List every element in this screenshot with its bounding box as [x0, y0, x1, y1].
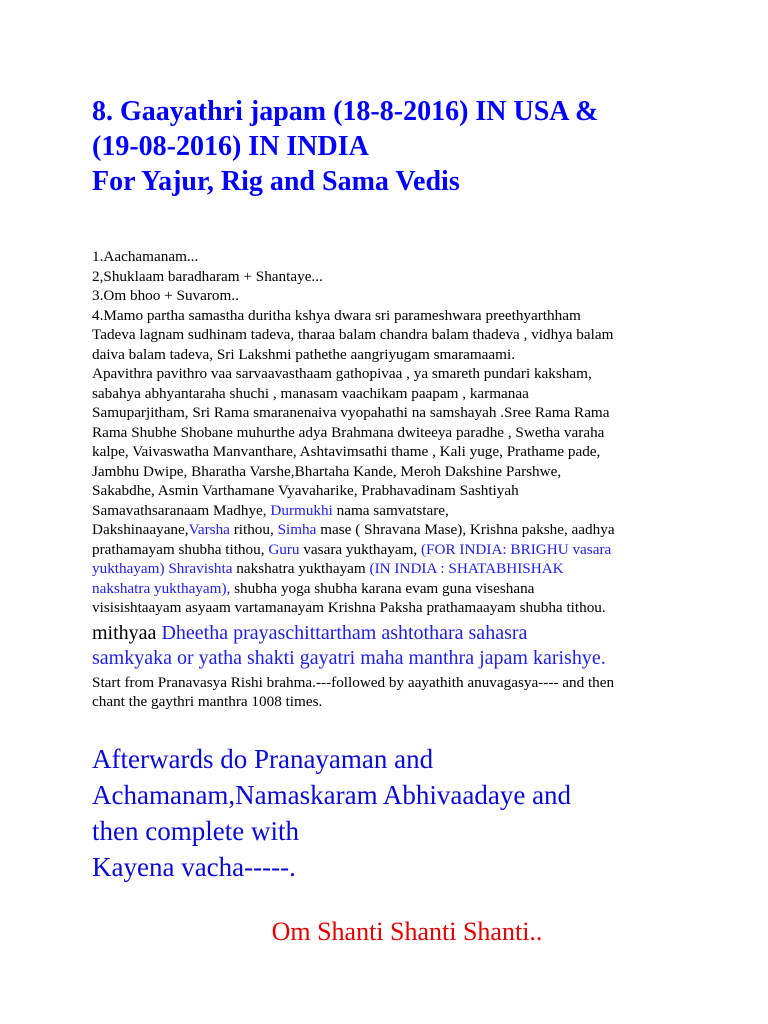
highlight-simha: Simha — [277, 521, 317, 538]
instructions-line-2: chant the gaythri manthra 1008 times. — [92, 693, 323, 710]
highlight-durmukhi: Durmukhi — [270, 501, 333, 519]
title-line-3: For Yajur, Rig and Sama Vedis — [92, 166, 460, 197]
chant-instructions — [92, 673, 728, 712]
page-title — [92, 94, 728, 199]
highlight-nakshatra: nakshatra yukthayam), — [92, 579, 231, 597]
step-3: 3.Om bhoo + Suvarom.. — [92, 287, 239, 304]
text-segment: rithou, — [229, 521, 278, 538]
highlight-guru: Guru — [268, 540, 300, 558]
title-line-1: 8. Gaayathri japam (18-8-2016) IN USA & — [92, 96, 599, 127]
procedure-steps — [92, 247, 692, 618]
highlight-shravishta: yukthayam) Shravishta — [92, 560, 233, 577]
text-segment: shubha yoga shubha karana evam guna viseshana — [230, 579, 535, 597]
sankalpa-text — [92, 621, 728, 671]
text-segment: mithyaa — [92, 621, 162, 644]
sankalpa-line-1 — [92, 621, 728, 646]
text-segment: vasara yukthayam, — [299, 540, 421, 558]
text-segment: prathamayam shubha tithou, — [92, 540, 269, 558]
afterwards-line-4: Kayena vacha-----. — [92, 851, 296, 882]
step-4-line-11 — [92, 501, 692, 521]
step-2: 2,Shuklaam baradharam + Shantaye... — [92, 267, 323, 285]
step-4-line-9: Jambhu Dwipe, Bharatha Varshe,Bhartaha Kande, Meroh Dakshine Parshwe, — [92, 462, 562, 480]
step-4-line-2: Tadeva lagnam sudhinam tadeva, tharaa balam chandra balam thadeva , vidhya balam — [92, 326, 614, 343]
text-segment: nakshatra yukthayam — [232, 560, 370, 577]
afterwards-line-1: Afterwards do Pranayaman and — [92, 743, 434, 774]
step-4-line-6: Samuparjitham, Sri Rama smaranenaiva vyopahathi na samshayah .Sree Rama Rama — [92, 404, 610, 421]
step-4-line-1: 4.Mamo partha samastha duritha kshya dwara sri parameshwara preethyarthham — [92, 306, 581, 324]
sankalpa-line-2: samkyaka or yatha shakti gayatri maha manthra japam karishye. — [92, 646, 606, 669]
text-segment: nama samvatstare, — [332, 501, 449, 519]
afterwards-line-3: then complete with — [92, 815, 299, 846]
highlight-sankalpa: Dheetha prayaschittartham ashtothara sahasra — [161, 621, 528, 644]
text-segment: mase ( Shravana Mase), Krishna pakshe, aadhya — [316, 521, 615, 538]
step-4-line-15 — [92, 579, 692, 599]
instructions-line-1: Start from Pranavasya Rishi brahma.---followed by aayathith anuvagasya---- and then — [92, 673, 615, 691]
afterwards-section — [92, 741, 728, 885]
step-4-line-8: kalpe, Vaivaswatha Manvanthare, Ashtavimsathi thame , Kali yuge, Prathame pade, — [92, 443, 601, 460]
text-segment: Dakshinaayane, — [92, 521, 189, 538]
step-4-line-10: Sakabdhe, Asmin Varthamane Vyavaharike, Prabhavadinam Sashtiyah — [92, 482, 519, 499]
step-4-line-16: visisishtaayam asyaam vartamanayam Krishna Paksha prathamaayam shubha tithou. — [92, 599, 606, 616]
step-4-line-13 — [92, 540, 692, 560]
title-line-2: (19-08-2016) IN INDIA — [92, 131, 369, 162]
step-4-line-7: Rama Shubhe Shobane muhurthe adya Brahmana dwiteeya paradhe , Swetha varaha — [92, 423, 605, 441]
step-4-line-3: daiva balam tadeva, Sri Lakshmi pathethe aangriyugam smaramaami. — [92, 345, 515, 363]
highlight-india-vasara: (FOR INDIA: BRIGHU vasara — [421, 540, 612, 558]
step-4-line-5: sabahya abhyantaraha shuchi , manasam vaachikam paapam , karmanaa — [92, 384, 529, 402]
step-4-line-14 — [92, 559, 692, 579]
highlight-varsha: Varsha — [188, 521, 230, 538]
text-segment: Samavathsaranaam Madhye, — [92, 501, 271, 519]
step-1: 1.Aachamanam... — [92, 248, 199, 265]
afterwards-line-2: Achamanam,Namaskaram Abhivaadaye and — [92, 779, 572, 810]
highlight-shatabhishak: (IN INDIA : SHATABHISHAK — [369, 560, 564, 577]
step-4-line-12 — [92, 520, 692, 540]
closing-text: Om Shanti Shanti Shanti.. — [271, 916, 543, 946]
step-4-line-4: Apavithra pavithro vaa sarvaavasthaam gathopivaa , ya smareth pundari kaksham, — [92, 365, 592, 382]
